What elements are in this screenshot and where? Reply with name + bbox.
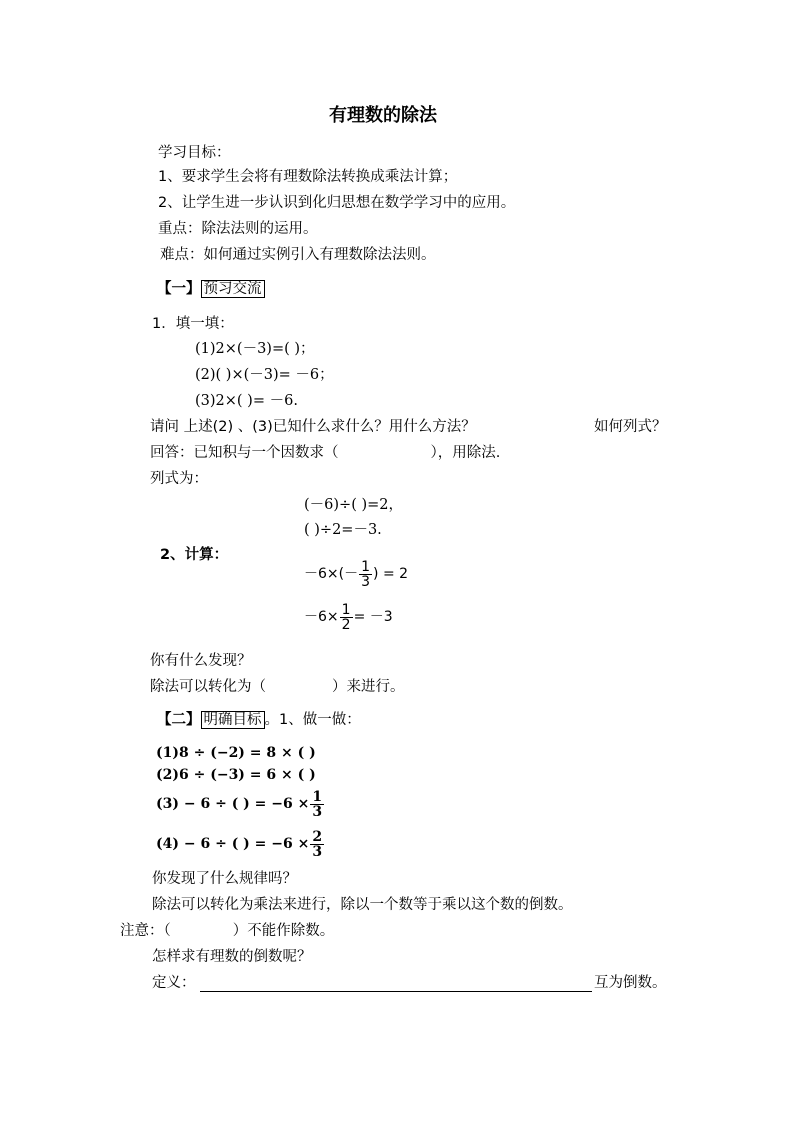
formula-2: ( )÷2=－3. (304, 522, 382, 538)
answer-left: 回答：已知积与一个因数求（ (150, 445, 339, 461)
q1-item-a: (1)2×(－3)=( )； (195, 341, 315, 357)
ex4-denominator: 3 (312, 843, 323, 860)
q1-heading: 1．填一填： (152, 316, 234, 332)
section2-bracket: 【二】 (157, 712, 201, 728)
pattern-question: 你发现了什么规律吗？ (152, 871, 297, 887)
calc2-numerator: 1 (341, 601, 351, 618)
objectives-heading: 学习目标： (158, 145, 231, 161)
reciprocal-question: 怎样求有理数的倒数呢？ (152, 949, 312, 965)
ex4-left: (4) − 6 ÷ ( ) = −6 × (156, 836, 310, 852)
note-left: 注意：（ (120, 923, 171, 939)
calc-expression-2 (304, 601, 393, 633)
definition-label: 定义： (152, 975, 196, 991)
ask-how-formula: 如何列式？ (594, 419, 667, 435)
exercise-3 (156, 786, 325, 822)
convert-right: ）来进行。 (332, 679, 405, 695)
calc1-fraction (359, 560, 372, 589)
definition-end: 互为倒数。 (594, 975, 667, 991)
calc1-right: ) = 2 (373, 566, 409, 582)
ex4-numerator: 2 (312, 828, 323, 845)
answer-line (150, 443, 500, 463)
q2-heading: 2、计算： (160, 547, 229, 563)
division-rule: 除法可以转化为乘法来进行，除以一个数等于乘以这个数的倒数。 (152, 897, 573, 913)
note-line (120, 921, 334, 941)
objective-item-2: 2、让学生进一步认识到化归思想在数学学习中的应用。 (158, 195, 516, 211)
key-point: 重点：除法法则的运用。 (158, 221, 318, 237)
discover-question: 你有什么发现？ (150, 653, 252, 669)
ask-question: 请问 上述(2) 、(3)已知什么求什么？用什么方法？ (150, 419, 476, 435)
ex3-numerator: 1 (312, 788, 323, 805)
section2-heading (157, 710, 361, 730)
calc2-fraction (340, 603, 353, 632)
calc1-left: －6×(－ (304, 566, 359, 582)
answer-right: ），用除法. (430, 445, 501, 461)
convert-left: 除法可以转化为（ (150, 679, 266, 695)
page-title: 有理数的除法 (329, 105, 437, 126)
section2-boxed-label: 明确目标 (201, 711, 265, 729)
exercise-4 (156, 826, 325, 862)
difficulty-point: 难点：如何通过实例引入有理数除法法则。 (160, 247, 436, 263)
formula-label: 列式为： (150, 471, 208, 487)
convert-line (150, 677, 405, 697)
q1-item-b: (2)( )×(－3)= －6； (195, 367, 334, 383)
note-right: ）不能作除数。 (232, 923, 335, 939)
calc-expression-1 (304, 558, 408, 590)
calc2-denominator: 2 (341, 616, 351, 633)
calc2-left: －6× (304, 609, 339, 625)
objective-item-1: 1、要求学生会将有理数除法转换成乘法计算； (158, 169, 458, 185)
section1-boxed-label: 预习交流 (201, 280, 265, 298)
exercise-1: (1)8 ÷ (−2) = 8 × ( ) (156, 745, 316, 761)
q1-item-c: (3)2×( )= －6. (195, 393, 298, 409)
ex3-denominator: 3 (312, 803, 323, 820)
definition-blank-line (200, 991, 592, 992)
calc1-denominator: 3 (361, 573, 371, 590)
exercise-2: (2)6 ÷ (−3) = 6 × ( ) (156, 767, 316, 783)
calc2-right: = －3 (353, 609, 393, 625)
ex4-fraction (310, 830, 324, 859)
section1-bracket: 【一】 (157, 281, 201, 297)
formula-1: (－6)÷( )=2， (304, 497, 403, 513)
ex3-fraction (310, 790, 324, 819)
ex3-left: (3) − 6 ÷ ( ) = −6 × (156, 796, 310, 812)
calc1-numerator: 1 (361, 558, 371, 575)
section2-after-box: 。1、做一做： (264, 712, 361, 728)
section1-heading (157, 279, 265, 299)
